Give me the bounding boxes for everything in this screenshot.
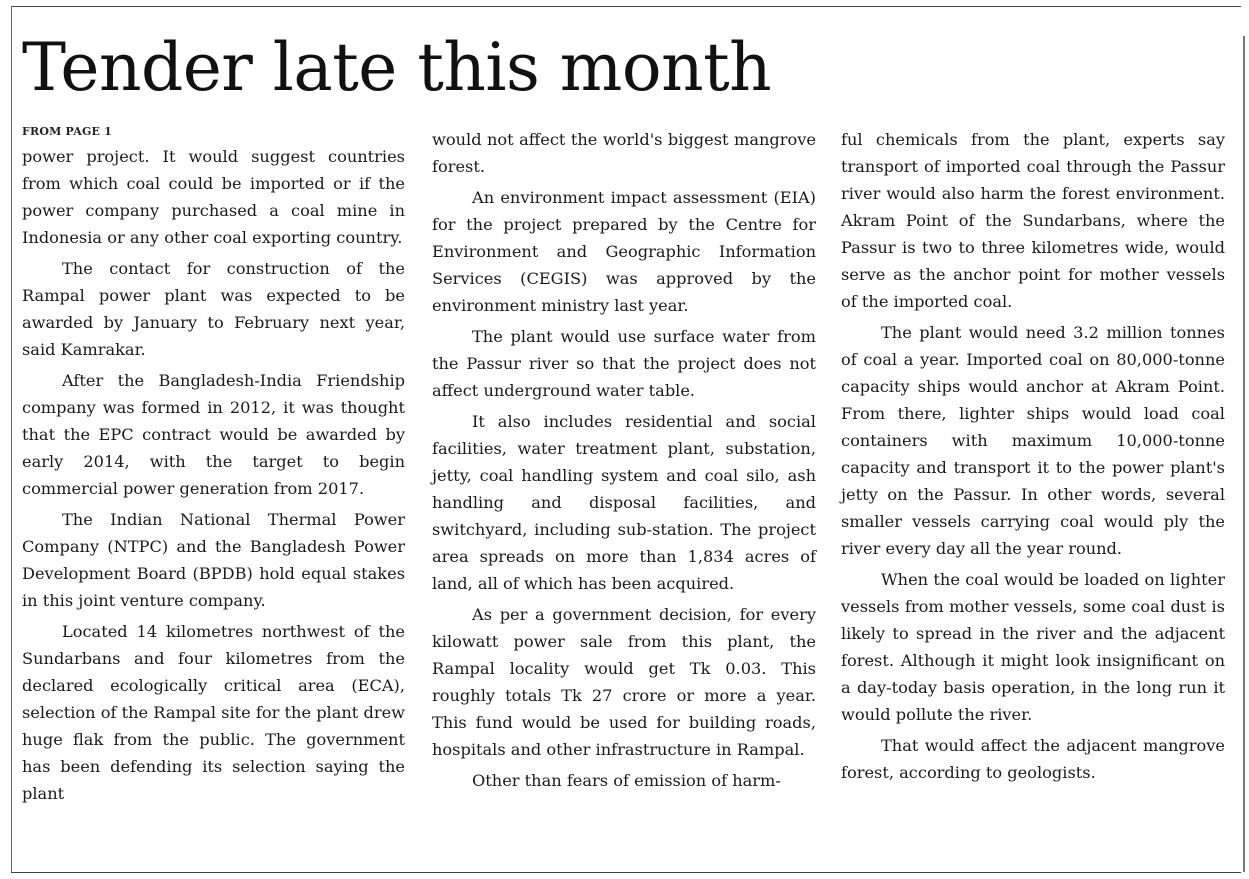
article-column-3 (841, 126, 1225, 786)
paragraph: would not affect the world's biggest mangrove forest. (432, 130, 816, 176)
paragraph: power project. It would suggest countries from which coal could be imported or if the power company purchased a coal mine in Indonesia or any other coal exporting country. (22, 147, 405, 247)
paragraph: The plant would need 3.2 million tonnes of coal a year. Imported coal on 80,000-tonne capacity ships would anchor at Akram Point. From there, lighter ships would load coal containers with maximum 10,000-tonne capacity and transport it to the power plant's jetty on the Passur. In other words, several smaller vessels carrying coal would ply the river every day all the year round. (841, 323, 1225, 558)
paragraph: The Indian National Thermal Power Company (NTPC) and the Bangladesh Power Development Board (BPDB) hold equal stakes in this joint venture company. (22, 510, 405, 610)
paragraph: It also includes residential and social facilities, water treatment plant, substation, jetty, coal handling system and coal silo, ash handling and disposal facilities, and switchyard, including sub-station. The project area spreads on more than 1,834 acres of land, all of which has been acquired. (432, 412, 816, 593)
paragraph: An environment impact assessment (EIA) for the project prepared by the Centre for Environment and Geographic Information Services (CEGIS) was approved by the environment ministry last year. (432, 188, 816, 315)
bottom-border-rule (11, 872, 1241, 873)
left-border-rule (11, 6, 12, 872)
paragraph: ful chemicals from the plant, experts say transport of imported coal through the Passur river would also harm the forest environment. Akram Point of the Sundarbans, where the Passur is two to three kilometres wide, would serve as the anchor point for mother vessels of the imported coal. (841, 130, 1225, 311)
paragraph: Other than fears of emission of harm- (472, 771, 781, 790)
continued-from-label: FROM PAGE 1 (22, 125, 113, 138)
article-column-2 (432, 126, 816, 794)
right-border-rule (1243, 36, 1245, 872)
paragraph: As per a government decision, for every kilowatt power sale from this plant, the Rampal locality would get Tk 0.03. This roughly totals Tk 27 crore or more a year. This fund would be used for building roads, hospitals and other infrastructure in Rampal. (432, 605, 816, 759)
article-column-1 (22, 123, 405, 807)
article-headline: Tender late this month (22, 29, 772, 106)
paragraph: Located 14 kilometres northwest of the Sundarbans and four kilometres from the declared ecologically critical area (ECA), selection of the Rampal site for the plant drew huge flak from the public. The government has been defending its selection saying the plant (22, 622, 405, 803)
paragraph: When the coal would be loaded on lighter vessels from mother vessels, some coal dust is likely to spread in the river and the adjacent forest. Although it might look insignificant on a day-today basis operation, in the long run it would pollute the river. (841, 570, 1225, 724)
paragraph: That would affect the adjacent mangrove forest, according to geologists. (841, 736, 1225, 782)
paragraph: After the Bangladesh-India Friendship company was formed in 2012, it was thought that the EPC contract would be awarded by early 2014, with the target to begin commercial power generation from 2017. (22, 371, 405, 498)
paragraph: The plant would use surface water from the Passur river so that the project does not affect underground water table. (432, 327, 816, 400)
top-border-rule (11, 6, 1241, 7)
paragraph: The contact for construction of the Rampal power plant was expected to be awarded by January to February next year, said Kamrakar. (22, 259, 405, 359)
